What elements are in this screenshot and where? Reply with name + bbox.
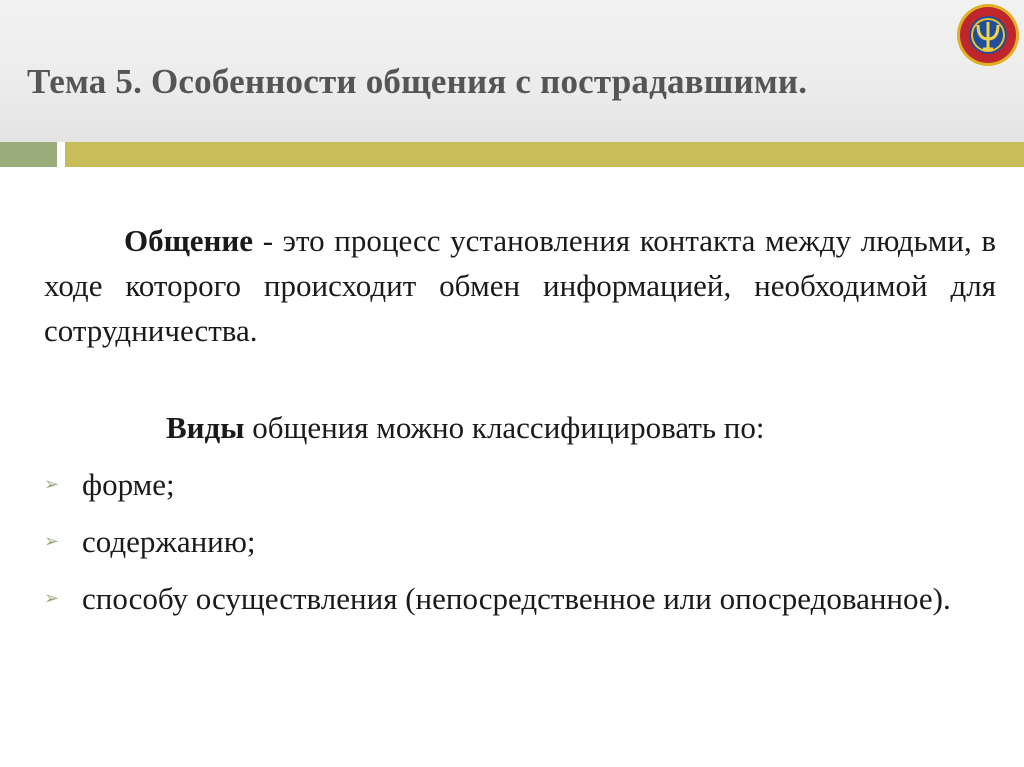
list-item (44, 576, 996, 621)
definition-paragraph (44, 218, 996, 353)
types-text: общения можно классифицировать по: (244, 410, 765, 445)
list-item (44, 462, 996, 507)
accent-bar-right (65, 142, 1024, 167)
list-item-text: способу осуществления (непосредственное или опосредованное). (82, 581, 951, 616)
psi-emblem-icon (956, 3, 1020, 67)
list-item-text: содержанию; (82, 524, 256, 559)
classification-list (44, 462, 996, 621)
slide-content (44, 218, 996, 621)
arrow-bullet-icon: ➢ (44, 588, 60, 609)
definition-text: - это процесс установления контакта между людьми, в ходе которого происходит обмен информацией, необходимой для сотрудничества. (44, 223, 996, 348)
definition-term: Общение (124, 223, 254, 258)
types-term: Виды (166, 410, 245, 445)
slide-title: Тема 5. Особенности общения с пострадавшими. (27, 62, 808, 101)
accent-bar-left (0, 142, 57, 167)
list-item (44, 519, 996, 564)
arrow-bullet-icon: ➢ (44, 531, 60, 552)
list-item-text: форме; (82, 467, 175, 502)
arrow-bullet-icon: ➢ (44, 474, 60, 495)
types-heading (44, 405, 996, 450)
